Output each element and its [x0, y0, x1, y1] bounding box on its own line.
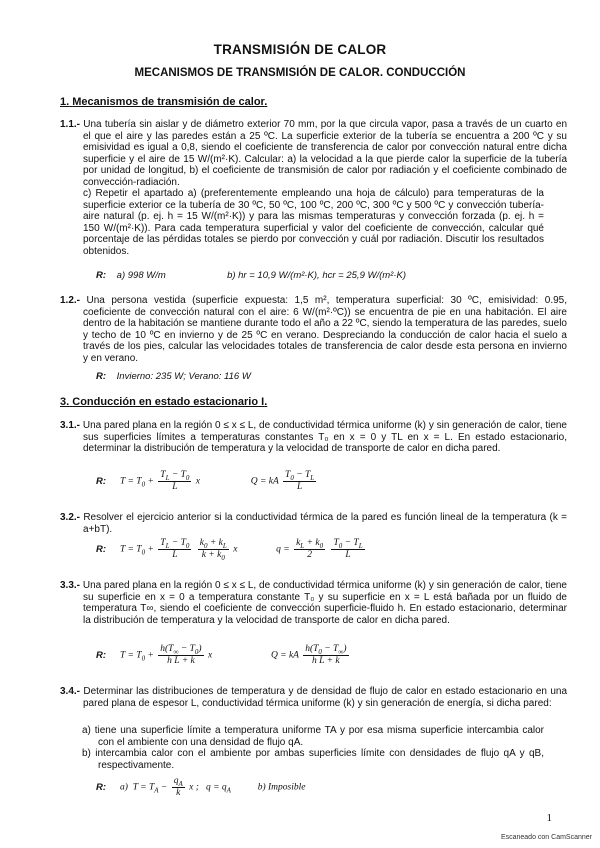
problem-1-2-label: 1.2.-: [60, 295, 81, 306]
problem-3-1: 3.1.- Una pared plana en la región 0 ≤ x ≤ L, de conductividad térmica uniforme (k) y sin generación de calor, tiene sus superficies límites a temperaturas constantes T₀ en x = 0 y TL en x = L. En estado estacionario, determinar la distribución de temperatura y la velocidad de transporte de calor en dicha pared.: [60, 420, 567, 455]
problem-1-1-part-c: c) Repetir el apartado a) (preferentemente empleando una hoja de cálculo) para temperaturas de la superficie exterior ce la tubería de 30 ºC, 50 ºC, 100 ºC, 200 ºC, 300 ºC y 500 ºC y convección tubería-aire natural (p. ej. h = 15 W/(m²·K)) y para las mismas temperaturas y convección forzada (p. ej. h = 150 W/(m²·K)). Para cada temperatura superficial y valor del coeficiente de convección, calcular qué porcentaje de las pérdidas totales se pierdo por convección y cuál por radiación. Discutir los resultados obtenidos.: [83, 188, 544, 257]
document-subtitle: MECANISMOS DE TRANSMISIÓN DE CALOR. CONDUCCIÓN: [134, 67, 466, 79]
section-3-title: Conducción en estado estacionario I: [72, 396, 265, 408]
section-3-heading: 3. Conducción en estado estacionario I.: [60, 396, 268, 408]
problem-3-3: 3.3.- Una pared plana en la región 0 ≤ x ≤ L, de conductividad térmica uniforme (k) y sin generación de calor, tiene su superficie en x = 0 a temperatura constante T₀ y su superficie en x = L está bañada por un fluido de temperatura T∞, siendo el coeficiente de convección superficie-fluido h. En estado estacionario, determinar la distribución de temperatura y la velocidad de transporte de calor en dicha pared.: [60, 580, 567, 626]
problem-3-4-option-a: a) tiene una superficie límite a temperatura uniforme TA y por esa misma superficie intercambia calor con el ambiente con una densidad de flujo qA.: [82, 725, 544, 748]
problem-3-3-equation: R: $T = T_0$ + $\frac{h(T_\infty - T_0)}{\text{h L + k}}$ x Q = kA $\frac{h(T_0 - T_\infty)}{\text{h L + k}}$: [96, 644, 347, 666]
problem-1-2-text: Una persona vestida (superficie expuesta: 1,5 m², temperatura superficial: 30 ºC, emisividad: 0.95, coeficiente de convección natural con el aire: 6 W/(m²·ºC)) se encuentra de pie en una habitación. El aire dentro de la habitación se mantiene durante todo el año a 22 ºC, siendo la temperatura de las paredes, suelo y techo de 10 ºC en invierno y de 25 ºC en verano. Despreciando la conducción de calor hacia el suelo a través de los pies, calcular las velocidades totales de transferencia de calor desde esta persona en invierno y en verano.: [83, 295, 567, 364]
problem-3-2-equation: R: $T = T_0$ + $\frac{T_L - T_0}{L}$ $\frac{k_0 + k_L}{k + k_0}$ x q = $\frac{k_L + k_0}{2}$ $\frac{T_0 - T_L}{L}$: [96, 538, 363, 562]
problem-3-4-options: [60, 725, 544, 771]
problem-1-2: [60, 295, 567, 365]
problem-1-2-answer: R: Invierno: 235 W; Verano: 116 W: [96, 371, 251, 382]
document-title: TRANSMISIÓN DE CALOR: [213, 42, 387, 57]
problem-3-4: 3.4.- Determinar las distribuciones de temperatura y de densidad de flujo de calor en estado estacionario en una pared plana de espesor L, conductividad térmica uniforme (k) y sin generación de energía, si dicha pared:: [60, 686, 568, 709]
problem-3-4-equation: R: a) $T = T_A$ − $\frac{q_A}{k}$ x ; $q = q_A$ b) Imposible: [96, 776, 306, 798]
problem-3-4-option-b: b) intercambia calor con el ambiente por ambas superficies límite con densidades de flujo qA y qB, respectivamente.: [82, 748, 544, 771]
problem-3-1-equation: R: $T = T_0$ + $\frac{T_L - T_0}{L}$ x Q = kA $\frac{T_0 - T_L}{L}$: [96, 470, 315, 492]
page-number: 1: [546, 812, 552, 824]
problem-1-1-label: 1.1.-: [60, 119, 81, 130]
section-1-title: Mecanismos de transmisión de calor: [72, 96, 265, 108]
scanner-watermark: Escaneado con CamScanner: [500, 834, 592, 841]
problem-1-1-answer: R: a) 998 W/m b) hr = 10,9 W/(m²·K), hcr = 25,9 W/(m²·K): [96, 270, 407, 281]
problem-1-1-text: Una tubería sin aislar y de diámetro exterior 70 mm, por la que circula vapor, pasa a través de un cuarto en el que el aire y las paredes están a 25 ºC. La superficie exterior de la tubería se encuentra a 200 ºC y su emisividad es igual a 0,8, siendo el coeficiente de transferencia de calor por convección natural entre dicha superficie y el aire de 15 W/(m²·K). Calcular: a) la velocidad a la que pierde calor la superficie de la tubería por unidad de longitud, b) el coeficiente de transmisión de calor por radiación y el coeficiente combinado de convección-radiación.: [83, 119, 568, 188]
section-1-heading: 1. Mecanismos de transmisión de calor.: [60, 96, 268, 108]
problem-1-1: [60, 119, 567, 189]
problem-3-2: 3.2.- Resolver el ejercicio anterior si la conductividad térmica de la pared es función lineal de la temperatura (k = a+bT).: [60, 512, 567, 535]
